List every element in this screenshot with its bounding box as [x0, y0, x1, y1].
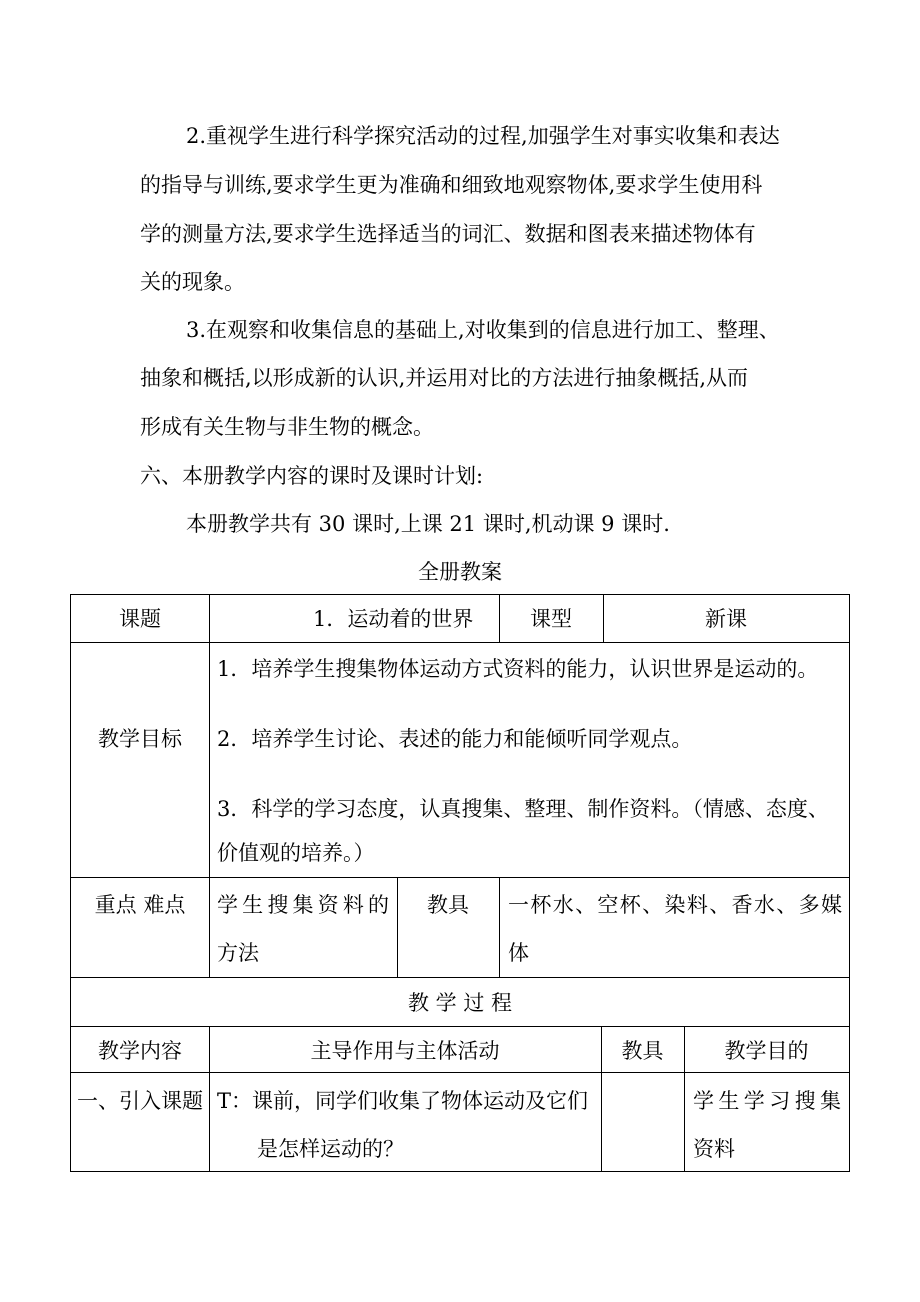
type-label: 课型: [530, 607, 572, 631]
paragraph-3-line-1: 3.在观察和收集信息的基础上,对收集到的信息进行加工、整理、: [186, 318, 780, 342]
paragraph-2-line-2: 的指导与训练,要求学生更为准确和细致地观察物体,要求学生使用科: [140, 173, 763, 197]
paragraph-3-line-2: 抽象和概括,以形成新的认识,并运用对比的方法进行抽象概括,从而: [140, 366, 749, 390]
section-6-heading: 六、本册教学内容的课时及课时计划:: [140, 464, 484, 488]
tools-value-line-1: 一杯水、空杯、染料、香水、多媒: [508, 893, 842, 917]
paragraph-2-line-3: 学的测量方法,要求学生选择适当的词汇、数据和图表来描述物体有: [140, 222, 756, 246]
objective-1: 1．培养学生搜集物体运动方式资料的能力，认识世界是运动的。: [217, 657, 819, 681]
header-content: 教学内容: [98, 1039, 182, 1063]
paragraph-2-line-4: 关的现象。: [140, 270, 245, 294]
objective-3-line-1: 3．科学的学习态度，认真搜集、整理、制作资料。（情感、态度、: [217, 797, 829, 821]
row-1-content: 一、引入课题: [77, 1089, 203, 1113]
type-value: 新课: [705, 607, 747, 631]
row-1-purpose-line-2: 资料: [693, 1137, 735, 1161]
row-1-purpose-line-1: 学生学习搜集: [693, 1089, 841, 1113]
focus-label: 重点 难点: [94, 893, 186, 917]
focus-value-line-2: 方法: [217, 941, 259, 965]
paragraph-2-line-1: 2.重视学生进行科学探究活动的过程,加强学生对事实收集和表达: [186, 124, 780, 148]
header-activity: 主导作用与主体活动: [310, 1039, 500, 1063]
focus-value-line-1: 学生搜集资料的: [217, 893, 389, 917]
topic-value: 1．运动着的世界: [313, 607, 474, 631]
tools-value-line-2: 体: [508, 941, 529, 965]
section-6-body: 本册教学共有 30 课时,上课 21 课时,机动课 9 课时.: [186, 512, 670, 536]
process-heading: 教 学 过 程: [407, 991, 513, 1015]
tools-label: 教具: [427, 893, 469, 917]
lesson-plan-table: [70, 594, 850, 1172]
row-1-activity-line-1: T：课前，同学们收集了物体运动及它们: [217, 1089, 589, 1113]
paragraph-3-line-3: 形成有关生物与非生物的概念。: [140, 415, 434, 439]
row-1-activity-line-2: 是怎样运动的？: [257, 1137, 404, 1161]
table-caption: 全册教案: [418, 560, 502, 584]
header-tools: 教具: [621, 1039, 664, 1063]
topic-label: 课题: [119, 607, 161, 631]
objective-3-line-2: 价值观的培养。）: [217, 841, 375, 865]
header-purpose: 教学目的: [724, 1039, 809, 1063]
objectives-label: 教学目标: [98, 727, 182, 751]
objective-2: 2．培养学生讨论、表述的能力和能倾听同学观点。: [217, 727, 693, 751]
